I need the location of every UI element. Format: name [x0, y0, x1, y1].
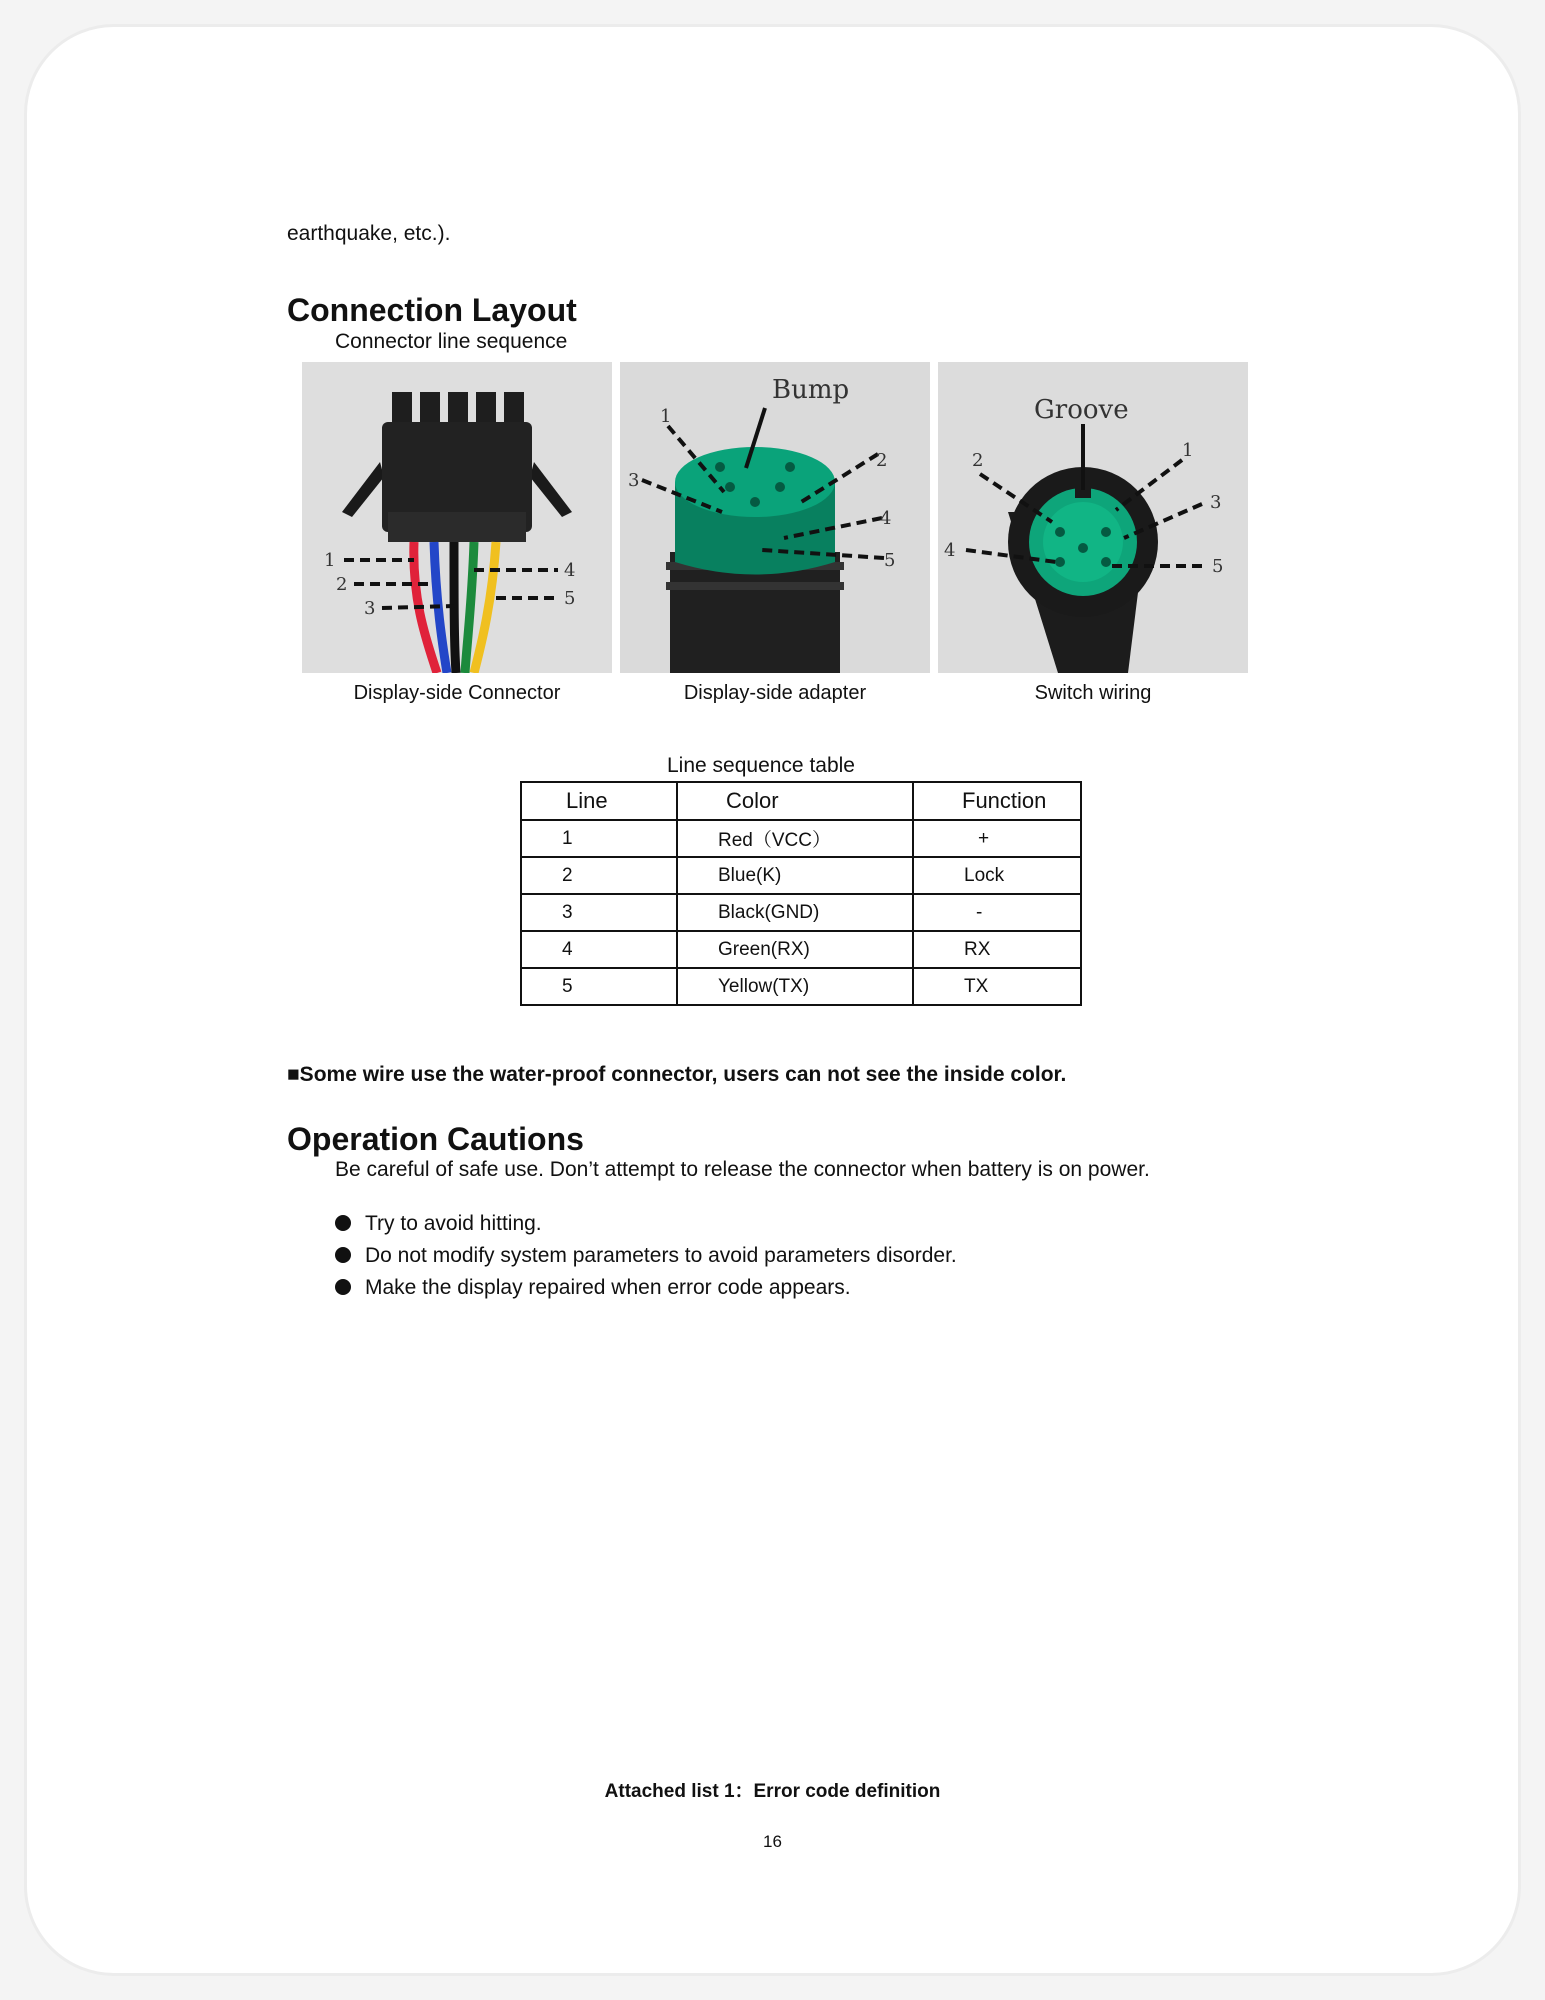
bullet-dot-icon	[335, 1247, 351, 1263]
display-side-adapter-photo	[620, 362, 930, 673]
header-color: Color	[677, 782, 913, 820]
cell-line: 1	[521, 820, 677, 857]
cell-color: Yellow(TX)	[677, 968, 913, 1005]
switch-wiring-photo	[938, 362, 1248, 673]
photo-caption-adapter: Display-side adapter	[683, 682, 867, 704]
cell-line: 2	[521, 857, 677, 894]
cell-color: Black(GND)	[677, 894, 913, 931]
bullet-dot-icon	[335, 1215, 351, 1231]
attached-list-heading: Attached list 1：Error code definition	[604, 1781, 941, 1802]
line-sequence-table-title: Line sequence table	[667, 754, 855, 777]
operation-cautions-heading: Operation Cautions	[287, 1121, 584, 1157]
cell-color: Red（VCC）	[677, 820, 913, 857]
table-row	[521, 931, 1081, 968]
waterproof-note: ■Some wire use the water-proof connector, users can not see the inside color.	[287, 1063, 1067, 1086]
table-row	[521, 894, 1081, 931]
cell-function: RX	[913, 931, 1081, 968]
line-sequence-table	[520, 781, 1082, 1006]
cell-function: -	[913, 894, 1081, 931]
pin-label: 1	[660, 406, 672, 427]
connector-line-sequence-label: Connector line sequence	[335, 330, 568, 353]
table-row	[521, 820, 1081, 857]
pin-label: 3	[628, 470, 640, 491]
bump-callout: Bump	[772, 375, 850, 405]
caution-bullet	[335, 1244, 957, 1268]
header-line: Line	[521, 782, 677, 820]
continuation-text: earthquake, etc.).	[287, 222, 451, 245]
pin-label: 5	[884, 550, 896, 571]
page-number: 16	[763, 1832, 782, 1851]
pin-label: 5	[1212, 556, 1224, 577]
cell-function: Lock	[913, 857, 1081, 894]
cell-function: +	[913, 820, 1081, 857]
display-side-connector-photo	[302, 362, 612, 673]
table-row	[521, 968, 1081, 1005]
pin-label: 3	[1210, 492, 1222, 513]
pin-label: 5	[564, 588, 576, 609]
groove-callout: Groove	[1034, 395, 1129, 425]
photo-caption-connector: Display-side Connector	[353, 682, 561, 704]
caution-bullet	[335, 1212, 542, 1236]
cell-line: 3	[521, 894, 677, 931]
caution-bullet-text: Try to avoid hitting.	[365, 1212, 542, 1235]
cell-color: Blue(K)	[677, 857, 913, 894]
pin-label: 1	[324, 550, 336, 571]
operation-cautions-paragraph: Be careful of safe use. Don’t attempt to release the connector when battery is on power.	[335, 1158, 1150, 1181]
table-header-row	[521, 782, 1081, 820]
header-function: Function	[913, 782, 1081, 820]
cell-line: 5	[521, 968, 677, 1005]
pin-label: 4	[944, 540, 956, 561]
cell-function: TX	[913, 968, 1081, 1005]
table-row	[521, 857, 1081, 894]
caution-bullet-text: Do not modify system parameters to avoid parameters disorder.	[365, 1244, 957, 1267]
caution-bullet	[335, 1276, 851, 1300]
pin-label: 2	[972, 450, 984, 471]
pin-label: 3	[364, 598, 376, 619]
bullet-dot-icon	[335, 1279, 351, 1295]
pin-label: 2	[876, 450, 888, 471]
cell-color: Green(RX)	[677, 931, 913, 968]
photo-caption-switch: Switch wiring	[1034, 682, 1152, 704]
pin-label: 4	[880, 508, 892, 529]
caution-bullet-text: Make the display repaired when error code appears.	[365, 1276, 851, 1299]
pin-label: 4	[564, 560, 576, 581]
pin-label: 1	[1182, 440, 1194, 461]
pin-label: 2	[336, 574, 348, 595]
cell-line: 4	[521, 931, 677, 968]
connection-layout-heading: Connection Layout	[287, 292, 577, 328]
